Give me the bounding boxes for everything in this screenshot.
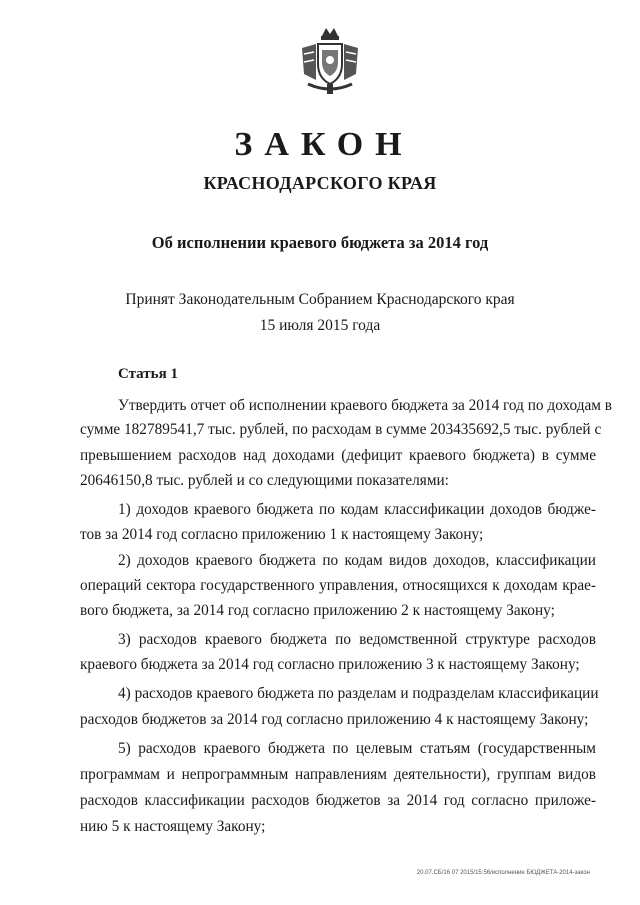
footer-file-path: 20.07.СБ/16 07 2015/15:56/исполнение БЮДЖЕТА-2014-закон (416, 870, 590, 876)
coat-of-arms-emblem (298, 22, 362, 96)
adopted-by: Принят Законодательным Собранием Краснодарского края (125, 291, 515, 308)
list-item-line: программам и непрограммным направлениям деятельности), группам видов (80, 766, 596, 783)
list-item-line: 5) расходов краевого бюджета по целевым статьям (государственным (118, 740, 596, 757)
body-line: 20646150,8 тыс. рублей и со следующими показателями: (80, 472, 449, 489)
list-item-line: 3) расходов краевого бюджета по ведомственной структуре расходов (118, 631, 596, 648)
adopted-date: 15 июля 2015 года (259, 317, 381, 334)
list-item-line: 1) доходов краевого бюджета по кодам классификации доходов бюдже- (118, 501, 596, 518)
body-line: сумме 182789541,7 тыс. рублей, по расходам в сумме 203435692,5 тыс. рублей с (80, 421, 602, 438)
list-item-line: расходов бюджетов за 2014 год согласно приложению 4 к настоящему Закону; (80, 711, 589, 728)
law-subject: Об исполнении краевого бюджета за 2014 год (151, 233, 489, 252)
list-item-line: вого бюджета, за 2014 год согласно приложению 2 к настоящему Закону; (80, 602, 555, 619)
list-item-line: тов за 2014 год согласно приложению 1 к настоящему Закону; (80, 526, 484, 543)
article-heading: Статья 1 (118, 366, 178, 382)
adoption-block (0, 287, 640, 339)
list-item-line: 2) доходов краевого бюджета по кодам видов доходов, классификации (118, 552, 596, 569)
list-item-line: операций сектора государственного управления, относящихся к доходам крае- (80, 577, 596, 594)
list-item-line: расходов классификации расходов бюджетов за 2014 год согласно приложе- (80, 792, 596, 809)
list-item-line: 4) расходов краевого бюджета по разделам и подразделам классификации (118, 685, 599, 702)
body-line: Утвердить отчет об исполнении краевого бюджета за 2014 год по доходам в (118, 397, 613, 414)
list-item-line: краевого бюджета за 2014 год согласно приложению 3 к настоящему Закону; (80, 656, 580, 673)
list-item-line: нию 5 к настоящему Закону; (80, 818, 266, 835)
region-name: КРАСНОДАРСКОГО КРАЯ (203, 173, 437, 193)
body-line: превышением расходов над доходами (дефицит краевого бюджета) в сумме (80, 447, 596, 464)
law-title: ЗАКОН (234, 126, 414, 163)
